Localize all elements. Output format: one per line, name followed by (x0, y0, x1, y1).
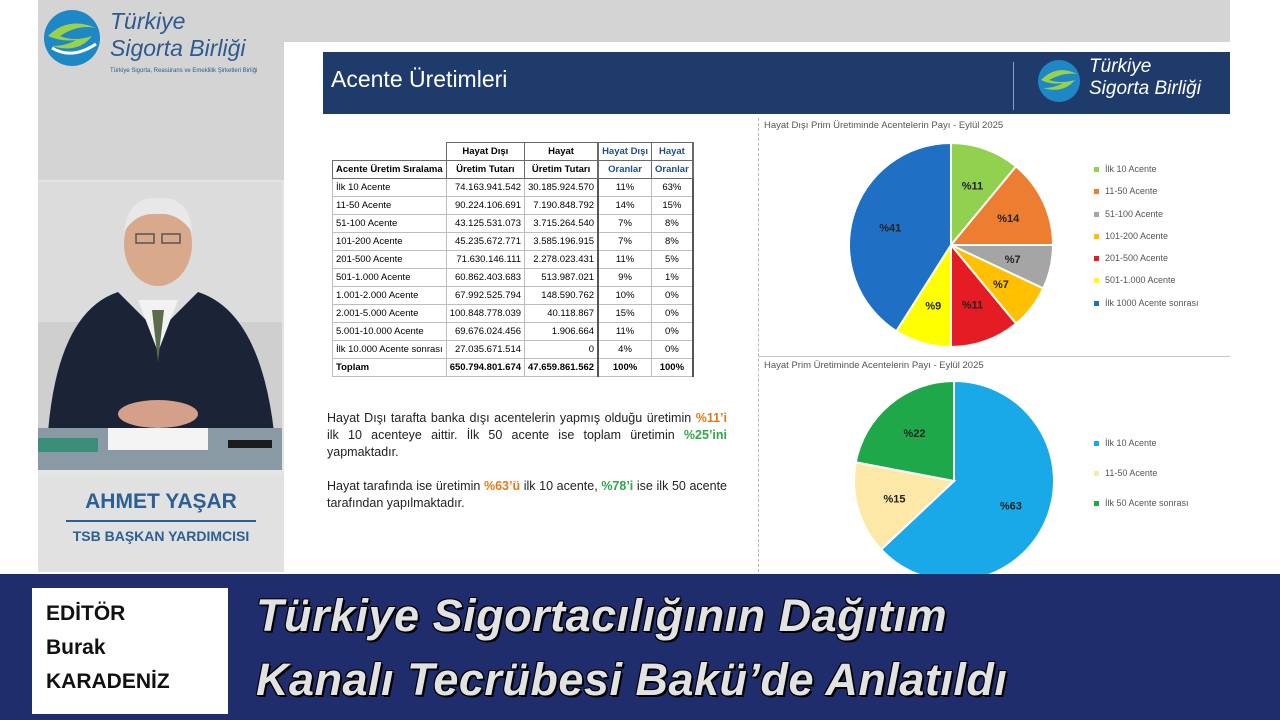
table-cell: 0% (652, 341, 693, 359)
legend-swatch (1094, 212, 1099, 217)
table-header-cell: Hayat Dışı (446, 143, 524, 161)
paragraph-nonlife (327, 410, 727, 461)
table-cell: 14% (598, 197, 651, 215)
table-cell: 148.590.762 (525, 287, 599, 305)
table-cell: 513.987.021 (525, 269, 599, 287)
table-cell: 11% (598, 179, 651, 197)
table-cell: 27.035.671.514 (446, 341, 524, 359)
legend-label: 201-500 Acente (1105, 253, 1169, 264)
legend-label: 501-1.000 Acente (1105, 275, 1176, 286)
table-cell: 201-500 Acente (333, 251, 447, 269)
table-cell: 100% (652, 359, 693, 377)
speaker-photo (38, 182, 282, 470)
table-cell: 0% (652, 323, 693, 341)
table-cell: 3.585.196.915 (525, 233, 599, 251)
table-cell: 5% (652, 251, 693, 269)
legend-swatch (1094, 301, 1099, 306)
chart2-title: Hayat Prim Üretiminde Acentelerin Payı - Eylül 2025 (764, 360, 984, 371)
table-row (333, 251, 693, 269)
table-cell: 90.224.106.691 (446, 197, 524, 215)
para1-highlight-1: %11’i (695, 411, 727, 425)
pie-slice-label: %11 (961, 299, 984, 312)
chart1-title: Hayat Dışı Prim Üretiminde Acentelerin Payı - Eylül 2025 (764, 120, 1004, 131)
pie-slice-label: %7 (1004, 253, 1021, 266)
legend-label: İlk 10 Acente (1105, 164, 1157, 174)
editor-last-name: KARADENİZ (46, 670, 170, 693)
pie-slice-label: %14 (997, 213, 1020, 226)
table-cell: 0 (525, 341, 599, 359)
logo-tagline: Türkiye Sigorta, Reasürans ve Emeklilik Şirketleri Birliği (110, 68, 258, 74)
table-cell: 60.862.403.683 (446, 269, 524, 287)
legend-swatch (1094, 471, 1099, 476)
table-cell: 100.848.778.039 (446, 305, 524, 323)
table-cell: Toplam (333, 359, 447, 377)
slide-logo-line2: Sigorta Birliği (1089, 78, 1201, 99)
nonlife-pie-chart (848, 142, 1054, 348)
production-table (332, 142, 694, 377)
table-cell: 0% (652, 305, 693, 323)
table-cell: 51-100 Acente (333, 215, 447, 233)
pie-slice-label: %41 (879, 222, 902, 235)
table-cell: 2.001-5.000 Acente (333, 305, 447, 323)
pie-slice-label: %22 (903, 428, 926, 441)
table-cell: 11% (598, 251, 651, 269)
logo-line2: Sigorta Birliği (110, 35, 246, 61)
legend-label: 11-50 Acente (1105, 468, 1158, 478)
table-cell: 71.630.146.111 (446, 251, 524, 269)
pie-slice-label: %7 (993, 278, 1009, 291)
table-cell: 7% (598, 233, 651, 251)
table-row (333, 341, 693, 359)
legend-swatch (1094, 256, 1099, 261)
legend-label: 11-50 Acente (1105, 186, 1158, 197)
table-header-cell: Oranlar (598, 161, 651, 179)
table-cell: 67.992.525.794 (446, 287, 524, 305)
table-header-cell: Acente Üretim Sıralama (333, 161, 447, 179)
table-row (333, 269, 693, 287)
para2-text-e: ise ilk 50 acente tarafından yapılmaktadır. (327, 479, 728, 510)
table-cell: 0% (652, 287, 693, 305)
table-header-cell: Hayat Dışı (598, 143, 651, 161)
table-cell: 47.659.861.562 (525, 359, 599, 377)
tsb-logo (38, 0, 284, 180)
legend-label: İlk 50 Acente sonrası (1105, 498, 1189, 508)
para2-highlight-2: %78’i (601, 479, 634, 493)
paragraph-life (327, 478, 727, 512)
table-cell: 4% (598, 341, 651, 359)
slide-horizontal-divider (758, 356, 1230, 357)
table-row (333, 305, 693, 323)
slide-header (323, 52, 1230, 114)
legend-label: İlk 1000 Acente sonrası (1105, 297, 1199, 308)
editor-label: EDİTÖR (46, 602, 126, 625)
table-row (333, 215, 693, 233)
table-cell: 63% (652, 179, 693, 197)
table-cell: 15% (652, 197, 693, 215)
table-cell: 3.715.264.540 (525, 215, 599, 233)
speaker-nameplate (38, 476, 284, 572)
table-cell: 43.125.531.073 (446, 215, 524, 233)
pie-slice-label: %9 (925, 300, 942, 313)
table-cell: 1.906.664 (525, 323, 599, 341)
slide-logo-line1: Türkiye (1089, 56, 1152, 77)
para2-text-a: Hayat tarafında ise üretimin (327, 479, 484, 493)
table-header-cell: Hayat (652, 143, 693, 161)
slide-vertical-divider (758, 118, 759, 572)
legend-swatch (1094, 189, 1099, 194)
table-cell: 15% (598, 305, 651, 323)
tsb-logo-icon (38, 6, 106, 70)
table-cell: 650.794.801.674 (446, 359, 524, 377)
table-row (333, 323, 693, 341)
table-cell: İlk 10 Acente (333, 179, 447, 197)
table-cell: 5.001-10.000 Acente (333, 323, 447, 341)
table-cell: 69.676.024.456 (446, 323, 524, 341)
legend-swatch (1094, 234, 1099, 239)
table-cell: 2.278.023.431 (525, 251, 599, 269)
pie-slice-label: %15 (883, 493, 906, 506)
table-cell: 100% (598, 359, 651, 377)
table-cell: 11% (598, 323, 651, 341)
table-header-row (333, 161, 693, 179)
table-cell: 8% (652, 233, 693, 251)
table-header-cell: Üretim Tutarı (446, 161, 524, 179)
table-header-row (333, 143, 693, 161)
table-cell: 1.001-2.000 Acente (333, 287, 447, 305)
table-cell: 40.118.867 (525, 305, 599, 323)
legend-swatch (1094, 441, 1099, 446)
table-row (333, 287, 693, 305)
para1-text-e: yapmaktadır. (327, 445, 399, 459)
table-row (333, 179, 693, 197)
editor-box (32, 588, 228, 714)
slide-logo-icon (1033, 58, 1085, 104)
table-header-cell (333, 143, 447, 161)
life-pie-chart (853, 380, 1055, 582)
speaker-role: TSB BAŞKAN YARDIMCISI (72, 528, 250, 544)
table-header-cell: Hayat (525, 143, 599, 161)
table-cell: 9% (598, 269, 651, 287)
table-row (333, 197, 693, 215)
table-cell: 11-50 Acente (333, 197, 447, 215)
table-cell: 7% (598, 215, 651, 233)
headline-line1: Türkiye Sigortacılığının Dağıtım (256, 590, 948, 641)
pie-slice-label: %11 (961, 180, 984, 193)
table-row (333, 359, 693, 377)
table-cell: 74.163.941.542 (446, 179, 524, 197)
table-cell: 7.190.848.792 (525, 197, 599, 215)
table-cell: İlk 10.000 Acente sonrası (333, 341, 447, 359)
header-divider (1013, 62, 1014, 110)
legend-swatch (1094, 278, 1099, 283)
table-header-cell: Üretim Tutarı (525, 161, 599, 179)
legend-swatch (1094, 501, 1099, 506)
nameplate-divider (66, 520, 256, 522)
legend-label: İlk 10 Acente (1105, 438, 1157, 448)
table-cell: 10% (598, 287, 651, 305)
speaker-portrait (38, 182, 282, 470)
legend-swatch (1094, 167, 1099, 172)
para2-text-c: ilk 10 acente, (520, 479, 602, 493)
logo-line1: Türkiye (110, 8, 186, 34)
table-cell: 501-1.000 Acente (333, 269, 447, 287)
table-cell: 30.185.924.570 (525, 179, 599, 197)
para1-text-a: Hayat Dışı tarafta banka dışı acentelerin yapmış olduğu üretimin (327, 411, 696, 425)
editor-first-name: Burak (46, 636, 106, 659)
legend-label: 51-100 Acente (1105, 208, 1164, 219)
table-row (333, 233, 693, 251)
table-cell: 101-200 Acente (333, 233, 447, 251)
pie-slice-label: %63 (999, 500, 1022, 513)
table-cell: 8% (652, 215, 693, 233)
legend-label: 101-200 Acente (1105, 230, 1169, 241)
table-header-cell: Oranlar (652, 161, 693, 179)
headline-line2: Kanalı Tecrübesi Bakü’de Anlatıldı (256, 654, 1008, 705)
para1-text-c: ilk 10 acenteye aittir. İlk 50 acente ise toplam üretimin (327, 428, 684, 442)
para1-highlight-2: %25’ini (683, 428, 727, 442)
table-cell: 45.235.672.771 (446, 233, 524, 251)
para2-highlight-1: %63’ü (483, 479, 521, 493)
slide-title: Acente Üretimleri (331, 66, 508, 92)
speaker-name: AHMET YAŞAR (85, 490, 237, 513)
table-cell: 1% (652, 269, 693, 287)
